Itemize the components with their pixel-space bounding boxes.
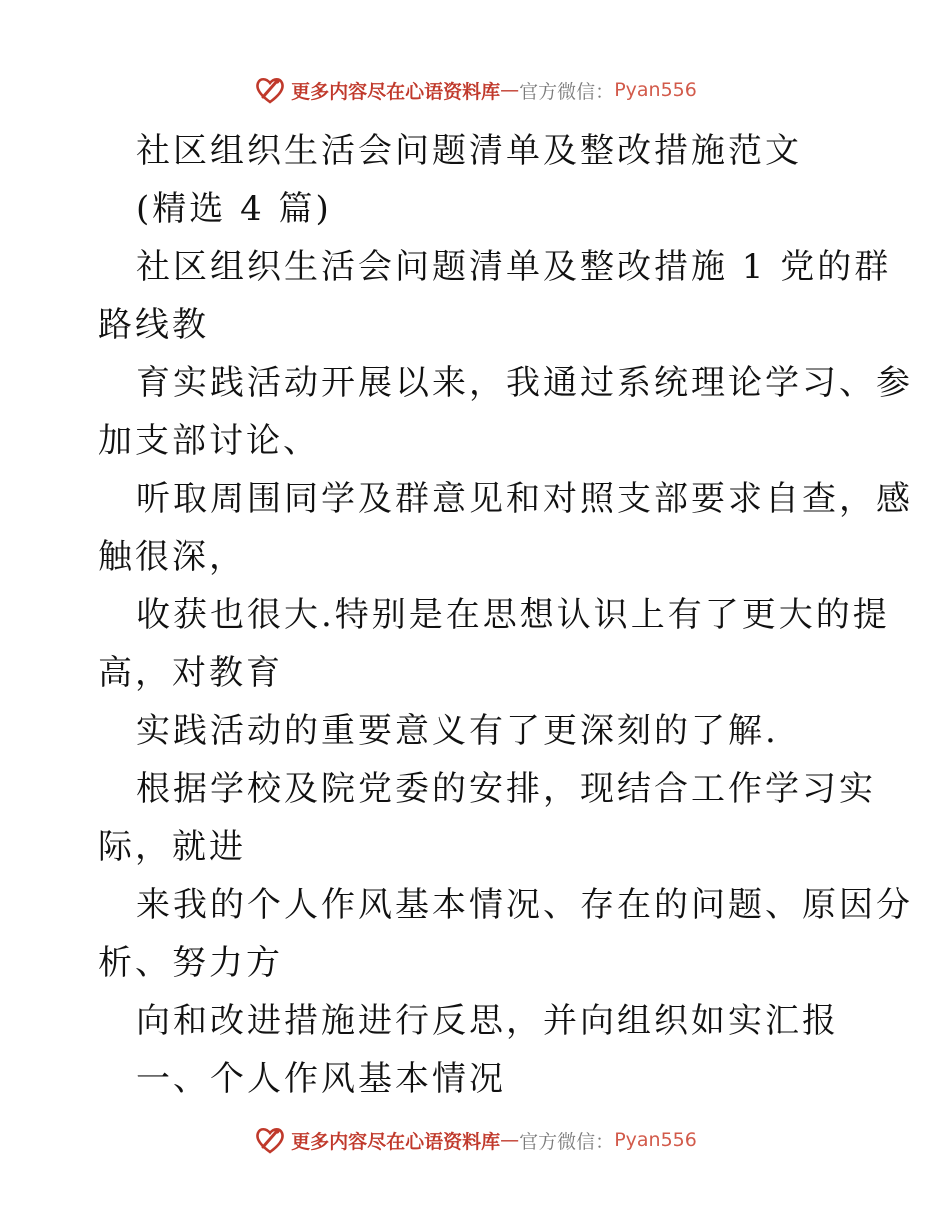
paragraph-line: 收获也很大.特别是在思想认识上有了更大的提 [136,595,890,635]
paragraph-line: 析、努力方 [98,943,283,983]
paragraph-line: 育实践活动开展以来，我通过系统理论学习、参 [136,363,913,403]
watermark-wechat-id: Pyan556 [614,1129,697,1151]
paragraph-line: 际，就进 [98,827,246,867]
section-heading: 一、个人作风基本情况 [136,1059,506,1099]
document-subtitle: (精选 4 篇) [136,189,332,229]
paragraph-line: 根据学校及院党委的安排，现结合工作学习实 [136,769,876,809]
watermark-wechat-label: 官方微信： [519,80,615,103]
paragraph-line: 高，对教育 [98,653,283,693]
paragraph-line: 触很深， [98,537,246,577]
paragraph-line: 听取周围同学及群意见和对照支部要求自查，感 [136,479,913,519]
header-watermark [0,70,950,110]
footer-watermark [0,1120,950,1160]
watermark-wechat-label: 官方微信： [519,1130,615,1153]
paragraph-line: 实践活动的重要意义有了更深刻的了解. [136,711,779,751]
watermark-brand: 更多内容尽在心语资料库 [291,80,501,103]
document-title: 社区组织生活会问题清单及整改措施范文 [136,131,802,171]
watermark-separator: — [500,1129,520,1151]
heart-pen-logo-icon [253,1123,287,1157]
paragraph-line: 加支部讨论、 [98,421,320,461]
paragraph-line: 来我的个人作风基本情况、存在的问题、原因分 [136,885,913,925]
document-body [98,122,913,1108]
paragraph-line: 向和改进措施进行反思，并向组织如实汇报 [136,1001,839,1041]
paragraph-line: 路线教 [98,305,209,345]
heart-pen-logo-icon [253,73,287,107]
watermark-separator: — [500,79,520,101]
paragraph-line: 社区组织生活会问题清单及整改措施 1 党的群 [136,247,892,287]
watermark-brand: 更多内容尽在心语资料库 [291,1130,501,1153]
watermark-wechat-id: Pyan556 [614,79,697,101]
